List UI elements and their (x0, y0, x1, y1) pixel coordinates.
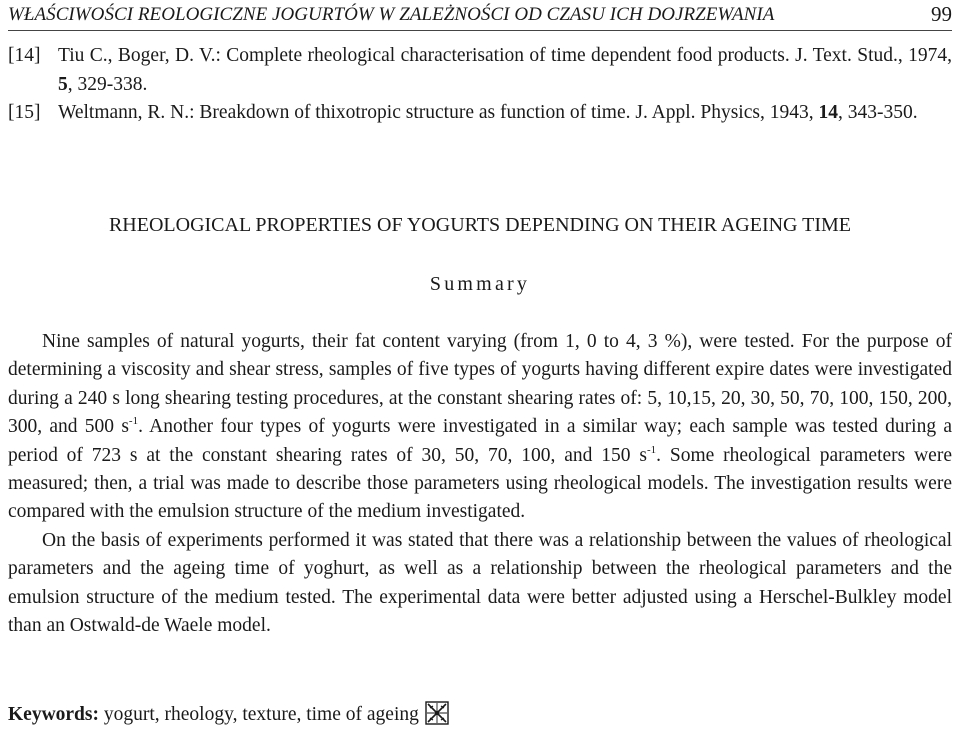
keywords-text: yogurt, rheology, texture, time of ageing (99, 704, 419, 725)
reference-title: Breakdown of thixotropic structure as function of time. J. Appl. Physics, 1943, (199, 102, 819, 123)
running-head (8, 2, 952, 28)
abstract-text: . Another four types of yogurts were investigated in a similar way; each sample was tested during a period of 723 s at the constant shearing rates of 30, 50, 70, 100, and 150 s (8, 416, 952, 466)
reference-pages: , 329-338. (67, 73, 148, 95)
article-title: RHEOLOGICAL PROPERTIES OF YOGURTS DEPENDING ON THEIR AGEING TIME (108, 214, 852, 236)
running-head-rule (8, 30, 952, 31)
running-head-title: WŁAŚCIWOŚCI REOLOGICZNE JOGURTÓW W ZALEŻNOŚCI OD CZASU ICH DOJRZEWANIA (8, 4, 775, 25)
reference-number: [15] (8, 102, 41, 123)
reference-number: [14] (8, 45, 41, 66)
superscript-exponent: -1 (128, 415, 139, 428)
reference-authors: Tiu C., Boger, D. V.: (58, 45, 227, 66)
abstract-paragraph-1 (8, 328, 952, 527)
reference-authors: Weltmann, R. N.: (58, 102, 200, 123)
reference-item-15 (8, 99, 952, 128)
end-of-article-ornament-icon (425, 701, 449, 725)
summary-heading: Summary (429, 273, 531, 295)
keywords (8, 701, 449, 729)
abstract-text: Nine samples of natural yogurts, their fat content varying (from 1, 0 to 4, 3 %), were tested. For the purpose of determining a viscosity and shear stress, samples of five types of yogurts having different expire dates were investigated during a 240 s long shearing testing procedures, at the constant shearing rates of: 5, 10,15, 20, 30, 50, 70, 100, 150, 200, 300, and 500 s (8, 331, 952, 438)
superscript-exponent: -1 (646, 443, 657, 456)
abstract-text: . Some rheological parameters were measured; then, a trial was made to describe those parameters using rheological models. The investigation results were compared with the emulsion structure of the medium investigated. (8, 444, 952, 523)
reference-item-14 (8, 42, 952, 99)
reference-pages: , 343-350. (837, 102, 918, 123)
abstract (8, 328, 952, 640)
reference-list (8, 42, 952, 128)
reference-volume: 5 (58, 73, 68, 95)
page-number: 99 (931, 2, 952, 26)
reference-title: Complete rheological characterisation of time dependent food products. J. Text. Stud., 1974, (226, 45, 952, 66)
reference-volume: 14 (818, 102, 838, 123)
keywords-label: Keywords: (8, 704, 99, 725)
abstract-paragraph-2: On the basis of experiments performed it was stated that there was a relationship between the values of rheological parameters and the ageing time of yoghurt, as well as a relationship between the rheological parameters and the emulsion structure of the medium tested. The experimental data were better adjusted using a Herschel-Bulkley model than an Ostwald-de Waele model. (8, 529, 952, 637)
